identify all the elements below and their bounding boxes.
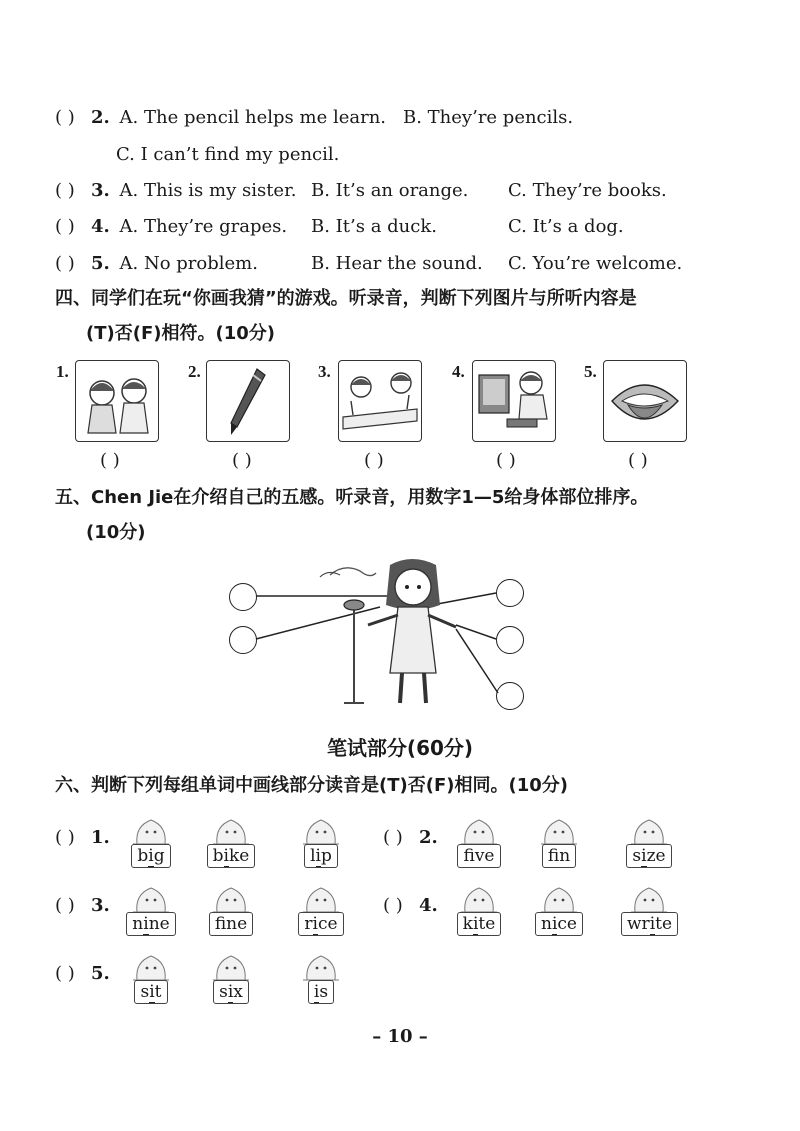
- picture-box-5: [603, 360, 687, 442]
- section5-subtitle: (10分): [86, 522, 146, 543]
- answer-paren[interactable]: ( ): [55, 180, 75, 201]
- option-a: A. This is my sister.: [119, 180, 297, 201]
- underlined-letter: i: [551, 914, 558, 934]
- word-label: fne: [209, 912, 253, 936]
- baby-face-icon: [293, 880, 349, 914]
- page-number: – 10 –: [372, 1026, 428, 1047]
- answer-paren[interactable]: ( ): [55, 107, 75, 128]
- word-label: rice: [298, 912, 343, 936]
- baby-face-icon: [123, 948, 179, 982]
- order-circle-right-1[interactable]: [496, 579, 524, 607]
- baby-face-icon: [621, 880, 677, 914]
- option-b: B. It’s an orange.: [311, 180, 469, 201]
- underlined-letter: i: [315, 846, 321, 866]
- baby-face-icon: [451, 880, 507, 914]
- word-card: [293, 948, 349, 1004]
- question-number: 4.: [419, 895, 438, 916]
- underlined-letter: i: [312, 914, 318, 934]
- underlined-letter: i: [227, 982, 234, 1002]
- baby-face-icon: [531, 880, 587, 914]
- picture-number: 4.: [452, 362, 465, 381]
- question-number: 4.: [91, 216, 110, 237]
- question-row-4: [55, 215, 755, 239]
- word-card: [123, 812, 179, 868]
- word-card: [123, 880, 179, 936]
- question-number: 3.: [91, 180, 110, 201]
- question-row-5: [55, 252, 755, 276]
- picture-box-3: [338, 360, 422, 442]
- word-label: nice: [535, 912, 583, 936]
- option-a: A. They’re grapes.: [119, 216, 288, 237]
- order-circle-right-2[interactable]: [496, 626, 524, 654]
- word-label: size: [626, 844, 671, 868]
- two-kids-talking-icon: [76, 361, 158, 441]
- option-a: A. The pencil helps me learn.: [119, 107, 387, 128]
- word-label: fve: [457, 844, 500, 868]
- picture-box-1: [75, 360, 159, 442]
- word-label: nine: [126, 912, 175, 936]
- word-label: lip: [304, 844, 338, 868]
- question-row-2: [55, 106, 574, 130]
- order-circle-left-1[interactable]: [229, 583, 257, 611]
- baby-face-icon: [123, 812, 179, 846]
- option-b: B. It’s a duck.: [311, 216, 437, 237]
- baby-face-icon: [123, 880, 179, 914]
- word-label: is: [308, 980, 334, 1004]
- baby-face-icon: [451, 812, 507, 846]
- option-b: B. Hear the sound.: [311, 253, 483, 274]
- underlined-letter: i: [223, 846, 229, 866]
- question-number: 5.: [91, 963, 110, 984]
- baby-face-icon: [621, 812, 677, 846]
- word-card: [531, 812, 587, 868]
- word-card: [203, 812, 259, 868]
- word-label: big: [131, 844, 170, 868]
- baby-face-icon: [531, 812, 587, 846]
- answer-paren[interactable]: ( ): [55, 216, 75, 237]
- section4-title: 四、同学们在玩“你画我猜”的游戏。听录音，判断下列图片与所听内容是: [55, 288, 637, 309]
- question-number: 2.: [91, 107, 110, 128]
- underlined-letter: i: [649, 914, 656, 934]
- boy-at-computer-icon: [473, 361, 555, 441]
- question-number: 1.: [91, 827, 110, 848]
- answer-paren[interactable]: ( ): [383, 895, 403, 916]
- word-card: [203, 948, 259, 1004]
- option-c: C. They’re books.: [508, 180, 667, 201]
- option-b: B. They’re pencils.: [403, 107, 574, 128]
- section4-subtitle: (T)否(F)相符。(10分): [86, 323, 275, 344]
- picture-box-4: [472, 360, 556, 442]
- word-card: [123, 948, 179, 1004]
- answer-paren[interactable]: ( ): [55, 253, 75, 274]
- option-c: C. I can’t find my pencil.: [116, 144, 340, 165]
- kids-at-table-icon: [339, 361, 421, 441]
- word-label: kite: [457, 912, 502, 936]
- written-part-title: 笔试部分(60分): [326, 736, 474, 760]
- answer-paren[interactable]: ( ): [55, 895, 75, 916]
- answer-paren[interactable]: ( ): [55, 827, 75, 848]
- order-circle-left-2[interactable]: [229, 626, 257, 654]
- question-row-2-c: [116, 143, 339, 167]
- picture-number: 3.: [318, 362, 331, 381]
- picture-box-2: [206, 360, 290, 442]
- word-label: six: [213, 980, 249, 1004]
- answer-paren[interactable]: ( ): [383, 827, 403, 848]
- word-card: [451, 880, 507, 936]
- word-card: [531, 880, 587, 936]
- word-card: [293, 880, 349, 936]
- picture-number: 1.: [56, 362, 69, 381]
- word-label: fn: [542, 844, 576, 868]
- baby-face-icon: [293, 948, 349, 982]
- picture-number: 2.: [188, 362, 201, 381]
- section5-title: 五、Chen Jie在介绍自己的五感。听录音，用数字1—5给身体部位排序。: [55, 487, 649, 508]
- picture-number: 5.: [584, 362, 597, 381]
- word-card: [451, 812, 507, 868]
- question-row-3: [55, 179, 755, 203]
- answer-paren-4[interactable]: ( ): [496, 450, 516, 471]
- pen-icon: [207, 361, 289, 441]
- answer-paren[interactable]: ( ): [55, 963, 75, 984]
- mouth-tongue-icon: [604, 361, 686, 441]
- baby-face-icon: [293, 812, 349, 846]
- answer-paren-3[interactable]: ( ): [364, 450, 384, 471]
- answer-paren-1[interactable]: ( ): [100, 450, 120, 471]
- baby-face-icon: [203, 812, 259, 846]
- answer-paren-2[interactable]: ( ): [232, 450, 252, 471]
- answer-paren-5[interactable]: ( ): [628, 450, 648, 471]
- question-number: 5.: [91, 253, 110, 274]
- word-label: sit: [134, 980, 167, 1004]
- question-number: 3.: [91, 895, 110, 916]
- option-c: C. You’re welcome.: [508, 253, 683, 274]
- word-card: [621, 880, 677, 936]
- word-label: bike: [207, 844, 256, 868]
- underlined-letter: i: [641, 846, 647, 866]
- option-c: C. It’s a dog.: [508, 216, 624, 237]
- baby-face-icon: [203, 880, 259, 914]
- section6-title: 六、判断下列每组单词中画线部分读音是(T)否(F)相同。(10分): [55, 775, 568, 796]
- option-a: A. No problem.: [119, 253, 258, 274]
- underlined-letter: i: [472, 914, 479, 934]
- underlined-letter: i: [143, 914, 149, 934]
- question-number: 2.: [419, 827, 438, 848]
- underlined-letter: i: [148, 846, 154, 866]
- underlined-letter: i: [313, 982, 320, 1002]
- word-label: write: [621, 912, 678, 936]
- word-card: [203, 880, 259, 936]
- word-card: [621, 812, 677, 868]
- chen-jie-illustration: [220, 555, 540, 720]
- word-card: [293, 812, 349, 868]
- order-circle-right-3[interactable]: [496, 682, 524, 710]
- underlined-letter: i: [149, 982, 155, 1002]
- baby-face-icon: [203, 948, 259, 982]
